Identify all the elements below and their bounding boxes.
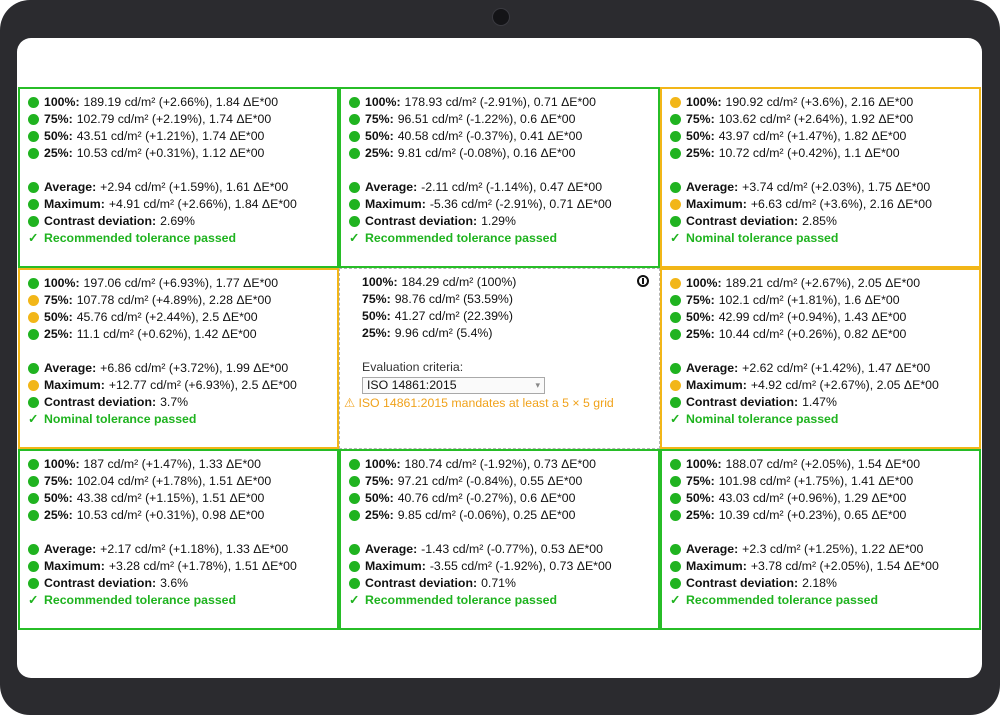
tolerance-status-text: Recommended tolerance passed (686, 593, 879, 607)
row-label: 100%: (686, 457, 722, 471)
value-row (28, 473, 329, 490)
green-status-dot-icon (670, 182, 681, 193)
value-row (362, 291, 651, 308)
row-value: +6.63 cd/m² (+3.6%), 2.16 ΔE*00 (750, 197, 932, 211)
tolerance-status-text: Nominal tolerance passed (686, 231, 839, 245)
measurement-cell (660, 87, 981, 268)
row-value: 10.44 cd/m² (+0.26%), 0.82 ΔE*00 (718, 327, 907, 341)
value-row (349, 145, 650, 162)
check-icon: ✓ (670, 231, 681, 245)
row-label: 75%: (44, 112, 73, 126)
row-label: 75%: (365, 112, 394, 126)
row-label: 50%: (44, 129, 73, 143)
row-value: +12.77 cd/m² (+6.93%), 2.5 ΔE*00 (108, 378, 297, 392)
row-label: Contrast deviation: (44, 395, 157, 409)
check-icon: ✓ (28, 231, 39, 245)
row-value: -3.55 cd/m² (-1.92%), 0.73 ΔE*00 (429, 559, 612, 573)
row-label: 50%: (686, 310, 715, 324)
row-label: Contrast deviation: (686, 214, 799, 228)
green-status-dot-icon (670, 459, 681, 470)
row-value: 43.38 cd/m² (+1.15%), 1.51 ΔE*00 (76, 491, 265, 505)
row-label: 50%: (365, 491, 394, 505)
row-value: 102.79 cd/m² (+2.19%), 1.74 ΔE*00 (76, 112, 272, 126)
value-row (349, 541, 650, 558)
row-value: +3.28 cd/m² (+1.78%), 1.51 ΔE*00 (108, 559, 297, 573)
row-value: 43.03 cd/m² (+0.96%), 1.29 ΔE*00 (718, 491, 907, 505)
value-row (670, 490, 971, 507)
check-icon: ✓ (349, 231, 360, 245)
row-label: Average: (44, 180, 97, 194)
row-label: 100%: (44, 457, 80, 471)
value-row (28, 360, 329, 377)
green-status-dot-icon (670, 578, 681, 589)
row-label: Maximum: (686, 559, 747, 573)
row-value: 10.53 cd/m² (+0.31%), 1.12 ΔE*00 (76, 146, 265, 160)
check-icon: ✓ (28, 412, 39, 426)
green-status-dot-icon (349, 493, 360, 504)
row-label: 100%: (686, 95, 722, 109)
value-row (670, 179, 971, 196)
row-value: 0.71% (481, 576, 516, 590)
row-label: Maximum: (44, 378, 105, 392)
row-value: 45.76 cd/m² (+2.44%), 2.5 ΔE*00 (76, 310, 258, 324)
row-label: Contrast deviation: (365, 576, 478, 590)
row-value: +2.94 cd/m² (+1.59%), 1.61 ΔE*00 (100, 180, 289, 194)
row-label: 75%: (44, 293, 73, 307)
green-status-dot-icon (28, 561, 39, 572)
green-status-dot-icon (670, 148, 681, 159)
row-label: Maximum: (44, 197, 105, 211)
row-label: 25%: (365, 146, 394, 160)
row-label: Average: (44, 361, 97, 375)
green-status-dot-icon (349, 216, 360, 227)
green-status-dot-icon (349, 476, 360, 487)
row-value: +2.62 cd/m² (+1.42%), 1.47 ΔE*00 (742, 361, 931, 375)
value-row (28, 128, 329, 145)
green-status-dot-icon (28, 476, 39, 487)
row-label: 100%: (365, 457, 401, 471)
tolerance-status (28, 592, 329, 609)
row-label: 25%: (362, 326, 391, 340)
tolerance-status (349, 230, 650, 247)
check-icon: ✓ (670, 593, 681, 607)
green-status-dot-icon (28, 397, 39, 408)
measurement-cell (18, 449, 339, 630)
row-label: 25%: (686, 508, 715, 522)
value-row (28, 490, 329, 507)
value-row (349, 473, 650, 490)
row-label: 50%: (362, 309, 391, 323)
tolerance-status (28, 411, 329, 428)
check-icon: ✓ (670, 412, 681, 426)
green-status-dot-icon (670, 476, 681, 487)
green-status-dot-icon (349, 114, 360, 125)
value-row (670, 326, 971, 343)
green-status-dot-icon (28, 578, 39, 589)
orange-status-dot-icon (28, 312, 39, 323)
row-label: Average: (365, 542, 418, 556)
green-status-dot-icon (28, 199, 39, 210)
green-status-dot-icon (28, 510, 39, 521)
tolerance-status-text: Recommended tolerance passed (365, 593, 558, 607)
evaluation-criteria-label: Evaluation criteria: (362, 360, 464, 374)
orange-status-dot-icon (670, 199, 681, 210)
row-label: 100%: (362, 275, 398, 289)
green-status-dot-icon (670, 295, 681, 306)
row-label: 75%: (44, 474, 73, 488)
row-value: 42.99 cd/m² (+0.94%), 1.43 ΔE*00 (718, 310, 907, 324)
orange-status-dot-icon (28, 380, 39, 391)
check-icon: ✓ (349, 593, 360, 607)
row-label: Average: (686, 542, 739, 556)
value-row (28, 394, 329, 411)
green-status-dot-icon (28, 148, 39, 159)
value-row (670, 292, 971, 309)
orange-status-dot-icon (670, 380, 681, 391)
green-status-dot-icon (349, 544, 360, 555)
row-value: +3.78 cd/m² (+2.05%), 1.54 ΔE*00 (750, 559, 939, 573)
green-status-dot-icon (670, 397, 681, 408)
row-label: Contrast deviation: (686, 395, 799, 409)
value-row (349, 558, 650, 575)
green-status-dot-icon (349, 131, 360, 142)
value-row (670, 473, 971, 490)
green-status-dot-icon (349, 182, 360, 193)
value-row (349, 490, 650, 507)
green-status-dot-icon (349, 510, 360, 521)
row-value: +4.92 cd/m² (+2.67%), 2.05 ΔE*00 (750, 378, 939, 392)
row-value: 9.85 cd/m² (-0.06%), 0.25 ΔE*00 (397, 508, 576, 522)
value-row (28, 275, 329, 292)
value-row (670, 145, 971, 162)
orange-status-dot-icon (670, 278, 681, 289)
row-value: 1.47% (802, 395, 837, 409)
value-row (28, 558, 329, 575)
green-status-dot-icon (28, 363, 39, 374)
value-row (28, 377, 329, 394)
value-row (349, 196, 650, 213)
row-value: -1.43 cd/m² (-0.77%), 0.53 ΔE*00 (421, 542, 603, 556)
value-row (670, 360, 971, 377)
row-label: 50%: (44, 491, 73, 505)
green-status-dot-icon (670, 131, 681, 142)
value-row (28, 111, 329, 128)
select-value: ISO 14861:2015 (367, 378, 457, 392)
green-status-dot-icon (28, 97, 39, 108)
value-row (670, 94, 971, 111)
row-label: Maximum: (365, 197, 426, 211)
green-status-dot-icon (670, 510, 681, 521)
tolerance-status (670, 592, 971, 609)
row-label: 25%: (365, 508, 394, 522)
measurement-cell (18, 87, 339, 268)
green-status-dot-icon (28, 459, 39, 470)
uniformity-grid (18, 87, 981, 630)
value-row (670, 275, 971, 292)
row-label: Maximum: (686, 197, 747, 211)
value-row (28, 292, 329, 309)
value-row (28, 507, 329, 524)
value-row (28, 456, 329, 473)
tolerance-status (349, 592, 650, 609)
row-label: 75%: (365, 474, 394, 488)
measurement-cell (339, 449, 660, 630)
measurement-cell (660, 268, 981, 449)
row-value: 102.04 cd/m² (+1.78%), 1.51 ΔE*00 (76, 474, 272, 488)
row-label: Maximum: (365, 559, 426, 573)
green-status-dot-icon (28, 114, 39, 125)
row-value: 3.7% (160, 395, 189, 409)
green-status-dot-icon (670, 312, 681, 323)
row-label: 25%: (44, 508, 73, 522)
row-value: 98.76 cd/m² (53.59%) (394, 292, 513, 306)
row-label: 100%: (365, 95, 401, 109)
value-row (349, 128, 650, 145)
row-label: Contrast deviation: (44, 214, 157, 228)
row-value: 197.06 cd/m² (+6.93%), 1.77 ΔE*00 (83, 276, 279, 290)
green-status-dot-icon (28, 278, 39, 289)
row-label: 75%: (686, 293, 715, 307)
row-label: 75%: (362, 292, 391, 306)
green-status-dot-icon (28, 216, 39, 227)
value-row (28, 213, 329, 230)
row-value: +6.86 cd/m² (+3.72%), 1.99 ΔE*00 (100, 361, 289, 375)
row-label: Contrast deviation: (686, 576, 799, 590)
row-value: 2.69% (160, 214, 195, 228)
value-row (670, 541, 971, 558)
row-value: 187 cd/m² (+1.47%), 1.33 ΔE*00 (83, 457, 261, 471)
green-status-dot-icon (28, 182, 39, 193)
row-value: 1.29% (481, 214, 516, 228)
value-row (670, 558, 971, 575)
row-value: +3.74 cd/m² (+2.03%), 1.75 ΔE*00 (742, 180, 931, 194)
evaluation-criteria-select[interactable] (362, 377, 545, 394)
row-value: 9.81 cd/m² (-0.08%), 0.16 ΔE*00 (397, 146, 576, 160)
orange-status-dot-icon (28, 295, 39, 306)
value-row (670, 111, 971, 128)
row-label: 50%: (686, 491, 715, 505)
grid-size-warning: ⚠ ISO 14861:2015 mandates at least a 5 × 5 grid (344, 396, 614, 410)
row-value: 184.29 cd/m² (100%) (401, 275, 517, 289)
row-value: 3.6% (160, 576, 189, 590)
value-row (349, 111, 650, 128)
tolerance-status-text: Recommended tolerance passed (44, 231, 237, 245)
row-label: 25%: (44, 327, 73, 341)
row-value: 10.72 cd/m² (+0.42%), 1.1 ΔE*00 (718, 146, 900, 160)
tolerance-status (670, 411, 971, 428)
row-value: +2.3 cd/m² (+1.25%), 1.22 ΔE*00 (742, 542, 924, 556)
green-status-dot-icon (670, 493, 681, 504)
measurement-cell (18, 268, 339, 449)
value-row (28, 541, 329, 558)
row-label: 50%: (365, 129, 394, 143)
value-row (670, 128, 971, 145)
green-status-dot-icon (349, 97, 360, 108)
row-value: -5.36 cd/m² (-2.91%), 0.71 ΔE*00 (429, 197, 612, 211)
row-value: -2.11 cd/m² (-1.14%), 0.47 ΔE*00 (421, 180, 603, 194)
row-value: 97.21 cd/m² (-0.84%), 0.55 ΔE*00 (397, 474, 583, 488)
green-status-dot-icon (670, 329, 681, 340)
row-value: 43.51 cd/m² (+1.21%), 1.74 ΔE*00 (76, 129, 265, 143)
tolerance-status-text: Nominal tolerance passed (686, 412, 839, 426)
value-row (670, 377, 971, 394)
tolerance-status (670, 230, 971, 247)
row-label: Average: (686, 180, 739, 194)
value-row (362, 274, 651, 291)
orange-status-dot-icon (670, 97, 681, 108)
chevron-down-icon[interactable]: ▾ (535, 380, 540, 390)
info-icon[interactable] (637, 275, 649, 287)
value-row (349, 507, 650, 524)
value-row (349, 456, 650, 473)
value-row (28, 94, 329, 111)
row-label: 100%: (686, 276, 722, 290)
green-status-dot-icon (670, 114, 681, 125)
value-row (670, 456, 971, 473)
value-row (670, 196, 971, 213)
row-value: 103.62 cd/m² (+2.64%), 1.92 ΔE*00 (718, 112, 914, 126)
row-value: +4.91 cd/m² (+2.66%), 1.84 ΔE*00 (108, 197, 297, 211)
value-row (349, 575, 650, 592)
green-status-dot-icon (670, 561, 681, 572)
value-row (362, 325, 651, 342)
green-status-dot-icon (670, 544, 681, 555)
row-value: 107.78 cd/m² (+4.89%), 2.28 ΔE*00 (76, 293, 272, 307)
value-row (670, 394, 971, 411)
green-status-dot-icon (349, 459, 360, 470)
row-label: Average: (365, 180, 418, 194)
row-label: 25%: (44, 146, 73, 160)
green-status-dot-icon (28, 329, 39, 340)
row-label: 25%: (686, 327, 715, 341)
row-label: 100%: (44, 95, 80, 109)
row-label: Maximum: (44, 559, 105, 573)
row-label: Contrast deviation: (44, 576, 157, 590)
value-row (28, 326, 329, 343)
row-value: 43.97 cd/m² (+1.47%), 1.82 ΔE*00 (718, 129, 907, 143)
green-status-dot-icon (349, 578, 360, 589)
row-value: 9.96 cd/m² (5.4%) (394, 326, 493, 340)
green-status-dot-icon (670, 216, 681, 227)
row-label: 50%: (44, 310, 73, 324)
check-icon: ✓ (28, 593, 39, 607)
tolerance-status (28, 230, 329, 247)
row-value: 190.92 cd/m² (+3.6%), 2.16 ΔE*00 (725, 95, 914, 109)
row-value: 2.85% (802, 214, 837, 228)
value-row (28, 196, 329, 213)
value-row (28, 145, 329, 162)
row-label: 25%: (686, 146, 715, 160)
green-status-dot-icon (349, 199, 360, 210)
row-value: 180.74 cd/m² (-1.92%), 0.73 ΔE*00 (404, 457, 596, 471)
value-row (670, 309, 971, 326)
green-status-dot-icon (349, 561, 360, 572)
value-row (349, 179, 650, 196)
row-label: Maximum: (686, 378, 747, 392)
value-row (349, 213, 650, 230)
row-value: 10.53 cd/m² (+0.31%), 0.98 ΔE*00 (76, 508, 265, 522)
tolerance-status-text: Nominal tolerance passed (44, 412, 197, 426)
value-row (28, 575, 329, 592)
tolerance-status-text: Recommended tolerance passed (44, 593, 237, 607)
row-value: 178.93 cd/m² (-2.91%), 0.71 ΔE*00 (404, 95, 596, 109)
row-value: 189.19 cd/m² (+2.66%), 1.84 ΔE*00 (83, 95, 279, 109)
row-label: Contrast deviation: (365, 214, 478, 228)
row-value: +2.17 cd/m² (+1.18%), 1.33 ΔE*00 (100, 542, 289, 556)
row-label: 50%: (686, 129, 715, 143)
reference-cell (339, 268, 660, 449)
row-label: 75%: (686, 112, 715, 126)
value-row (28, 309, 329, 326)
camera-icon (492, 8, 510, 26)
row-value: 11.1 cd/m² (+0.62%), 1.42 ΔE*00 (76, 327, 257, 341)
value-row (670, 213, 971, 230)
row-label: 75%: (686, 474, 715, 488)
row-label: 100%: (44, 276, 80, 290)
green-status-dot-icon (28, 544, 39, 555)
value-row (28, 179, 329, 196)
tolerance-status-text: Recommended tolerance passed (365, 231, 558, 245)
row-value: 102.1 cd/m² (+1.81%), 1.6 ΔE*00 (718, 293, 900, 307)
measurement-cell (660, 449, 981, 630)
row-value: 40.76 cd/m² (-0.27%), 0.6 ΔE*00 (397, 491, 576, 505)
value-row (670, 575, 971, 592)
row-value: 10.39 cd/m² (+0.23%), 0.65 ΔE*00 (718, 508, 907, 522)
screen (17, 38, 982, 678)
row-label: Average: (686, 361, 739, 375)
row-value: 101.98 cd/m² (+1.75%), 1.41 ΔE*00 (718, 474, 914, 488)
row-label: Average: (44, 542, 97, 556)
row-value: 189.21 cd/m² (+2.67%), 2.05 ΔE*00 (725, 276, 921, 290)
value-row (670, 507, 971, 524)
row-value: 188.07 cd/m² (+2.05%), 1.54 ΔE*00 (725, 457, 921, 471)
value-row (362, 308, 651, 325)
green-status-dot-icon (349, 148, 360, 159)
green-status-dot-icon (28, 493, 39, 504)
row-value: 2.18% (802, 576, 837, 590)
measurement-cell (339, 87, 660, 268)
value-row (349, 94, 650, 111)
row-value: 41.27 cd/m² (22.39%) (394, 309, 513, 323)
green-status-dot-icon (28, 131, 39, 142)
green-status-dot-icon (670, 363, 681, 374)
row-value: 96.51 cd/m² (-1.22%), 0.6 ΔE*00 (397, 112, 576, 126)
row-value: 40.58 cd/m² (-0.37%), 0.41 ΔE*00 (397, 129, 583, 143)
